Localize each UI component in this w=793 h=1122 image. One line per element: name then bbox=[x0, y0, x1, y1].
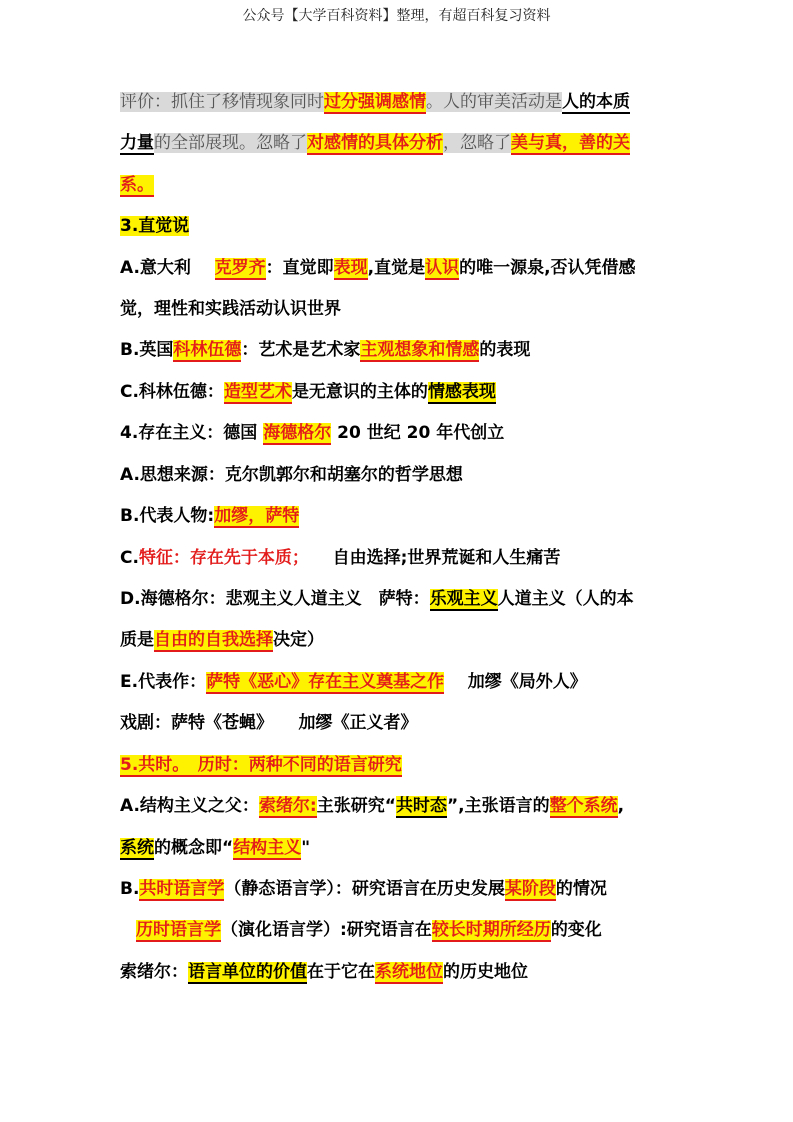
text: 质是 bbox=[120, 630, 154, 650]
text: C.科林伍德： bbox=[120, 382, 224, 402]
text: 历时语言学 bbox=[136, 920, 221, 940]
text: 表现 bbox=[333, 258, 368, 278]
line-12 bbox=[120, 546, 560, 570]
text: 的概念即“ bbox=[154, 838, 234, 858]
line-13 bbox=[120, 587, 634, 611]
text: 造型艺术 bbox=[223, 382, 292, 402]
line-15 bbox=[120, 670, 587, 694]
line-20 bbox=[120, 877, 607, 901]
text: , bbox=[617, 796, 625, 816]
text: 的变化 bbox=[550, 920, 602, 940]
text: 特征：存在先于本质； bbox=[138, 548, 309, 568]
line-2 bbox=[120, 131, 630, 155]
text: 美与真，善的关 bbox=[511, 133, 630, 153]
line-10 bbox=[120, 463, 463, 487]
text: ：艺术是艺术家 bbox=[241, 340, 361, 360]
line-17 bbox=[120, 753, 402, 777]
text: 萨特《恶心》存在主义奠基之作 bbox=[206, 672, 445, 692]
text: 。人的审美活动是 bbox=[426, 92, 562, 112]
text: 系。 bbox=[120, 175, 154, 195]
line-18 bbox=[120, 794, 624, 818]
section-heading: 5.共时。 历时：两种不同的语言研究 bbox=[120, 755, 402, 775]
section-heading: 3.直觉说 bbox=[120, 216, 190, 236]
text: 过分 bbox=[324, 92, 358, 112]
text: B. bbox=[120, 879, 140, 899]
text: 戏剧：萨特《苍蝇》 加缪《正义者》 bbox=[120, 713, 418, 733]
line-6 bbox=[120, 297, 341, 321]
text: " bbox=[301, 838, 311, 858]
page-header: 公众号【大学百科资料】整理，有超百科复习资料 bbox=[242, 8, 551, 24]
text: B.英国 bbox=[120, 340, 174, 360]
text: 共时态 bbox=[395, 796, 447, 816]
text: A.思想来源：克尔凯郭尔和胡塞尔的哲学思想 bbox=[120, 465, 463, 485]
text: 整个系统 bbox=[549, 796, 618, 816]
text: 共时语言学 bbox=[139, 879, 225, 899]
text: 乐观主义 bbox=[429, 589, 498, 609]
line-5 bbox=[120, 256, 636, 280]
text: 4.存在主义：德国 bbox=[120, 423, 258, 443]
text: A.结构主义之父： bbox=[120, 796, 259, 816]
text: D.海德格尔：悲观主义人道主义 萨特： bbox=[120, 589, 430, 609]
text: 觉，理性和实践活动认识世界 bbox=[120, 299, 341, 319]
line-16 bbox=[120, 711, 418, 735]
text: ”,主张语言的 bbox=[446, 796, 550, 816]
text: 加缪《局外人》 bbox=[467, 672, 587, 692]
text: 强调感情 bbox=[358, 92, 426, 112]
text: 主观想象和情感 bbox=[360, 340, 480, 360]
text: 某阶段 bbox=[504, 879, 556, 899]
text: ：直觉即 bbox=[265, 258, 334, 278]
text: 在于它在 bbox=[307, 962, 375, 982]
text: B.代表人物: bbox=[120, 506, 215, 526]
text: 加缪，萨特 bbox=[214, 506, 300, 526]
text: 主张研究“ bbox=[316, 796, 396, 816]
line-9 bbox=[120, 421, 504, 445]
text: 索绪尔: bbox=[258, 796, 317, 816]
text: 的表现 bbox=[479, 340, 531, 360]
line-3 bbox=[120, 173, 154, 197]
text: 评价：抓住了移情现象同时 bbox=[120, 92, 324, 112]
text: 人道主义（人的本 bbox=[497, 589, 634, 609]
text: ，忽略了 bbox=[443, 133, 511, 153]
text: 情感表现 bbox=[427, 382, 496, 402]
text: 索绪尔： bbox=[120, 962, 188, 982]
line-1 bbox=[120, 90, 630, 114]
text: 对感情的具体分析 bbox=[307, 133, 443, 153]
line-11 bbox=[120, 504, 299, 528]
text: 决定） bbox=[273, 630, 324, 650]
line-22 bbox=[120, 960, 528, 984]
line-21 bbox=[136, 918, 602, 942]
line-14 bbox=[120, 628, 324, 652]
text: 自由的自我选择 bbox=[154, 630, 273, 650]
line-4 bbox=[120, 214, 189, 238]
text: 结构主义 bbox=[233, 838, 302, 858]
text: 的全部展现。忽略了 bbox=[154, 133, 307, 153]
text: 的历史地位 bbox=[443, 962, 528, 982]
text: 克罗齐 bbox=[214, 258, 266, 278]
text: 认识 bbox=[425, 258, 460, 278]
line-19 bbox=[120, 836, 310, 860]
text: C. bbox=[120, 548, 139, 568]
text: 力量 bbox=[120, 133, 154, 153]
text: E.代表作： bbox=[120, 672, 207, 692]
text: 是无意识的主体的 bbox=[291, 382, 428, 402]
line-7 bbox=[120, 338, 530, 362]
text: 20 世纪 20 年代创立 bbox=[337, 423, 505, 443]
text: （静态语言学）：研究语言在历史发展 bbox=[224, 879, 505, 899]
text: ,直觉是 bbox=[367, 258, 426, 278]
text: 科林伍德 bbox=[173, 340, 242, 360]
text: 较长时期所经历 bbox=[431, 920, 551, 940]
text: 语言单位的价值 bbox=[188, 962, 307, 982]
text: 海德格尔 bbox=[263, 423, 332, 443]
line-8 bbox=[120, 380, 496, 404]
text: 的情况 bbox=[555, 879, 607, 899]
text: 自由选择;世界荒诞和人生痛苦 bbox=[332, 548, 561, 568]
text: 人的本质 bbox=[562, 92, 630, 112]
text: 的唯一源泉,否认凭借感 bbox=[459, 258, 636, 278]
text: 系统 bbox=[120, 838, 154, 858]
text: （演化语言学）:研究语言在 bbox=[221, 920, 432, 940]
text: 系统地位 bbox=[375, 962, 443, 982]
text: A.意大利 bbox=[120, 258, 191, 278]
